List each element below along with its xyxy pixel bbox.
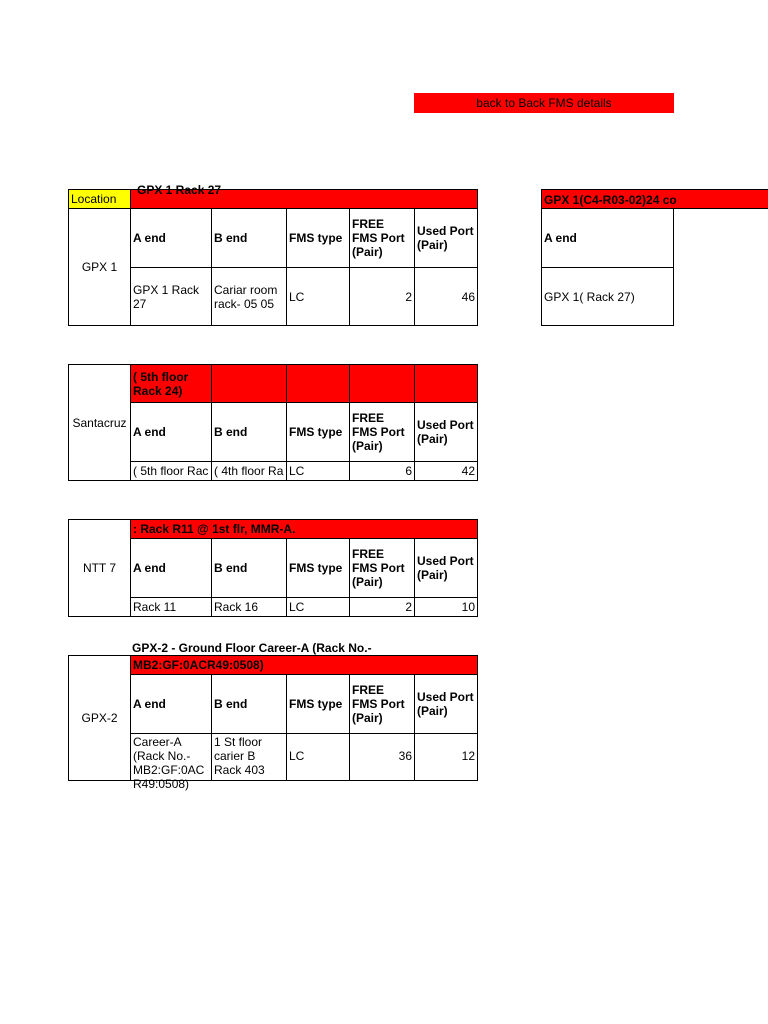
gpx1-location: GPX 1	[81, 260, 118, 274]
location-label: Location	[71, 192, 117, 206]
gpx1-title: GPX 1 Rack 27	[137, 183, 222, 197]
gpx2-col-fms-type: FMS type	[286, 674, 350, 734]
gpx1-col-b-end: B end	[211, 208, 287, 268]
gpx2-title-line2: MB2:GF:0ACR49:0508)	[130, 655, 478, 675]
santacruz-free-value: 6	[349, 461, 415, 481]
ntt7-col-b-end: B end	[211, 538, 287, 598]
santacruz-a-end-value: ( 5th floor Rac	[130, 461, 212, 481]
gpx1-used-value: 46	[414, 267, 478, 326]
gpx2-col-used-port: Used Port (Pair)	[414, 674, 478, 734]
ntt7-b-end-value: Rack 16	[211, 597, 287, 617]
gpx2-title-line1: GPX-2 - Ground Floor Career-A (Rack No.-	[132, 641, 372, 655]
santacruz-col-free-fms: FREE FMS Port (Pair)	[349, 402, 415, 462]
ntt7-col-a-end: A end	[130, 538, 212, 598]
location-header	[68, 189, 131, 209]
gpx1-title-bar	[130, 183, 478, 209]
gpx1-col-used-port: Used Port (Pair)	[414, 208, 478, 268]
gpx2-fms-type-value: LC	[286, 733, 350, 781]
santacruz-col-used-port: Used Port (Pair)	[414, 402, 478, 462]
santacruz-title-fill-1	[211, 364, 287, 403]
back-to-fms-details-link[interactable]	[414, 93, 674, 113]
santacruz-col-fms-type: FMS type	[286, 402, 350, 462]
gpx1-b-end-value: Cariar room rack- 05 05	[211, 267, 287, 326]
santacruz-fms-type-value: LC	[286, 461, 350, 481]
gpx2-col-free-fms: FREE FMS Port (Pair)	[349, 674, 415, 734]
gpx1-side-a-end-value: GPX 1( Rack 27)	[541, 267, 674, 326]
ntt7-col-free-fms: FREE FMS Port (Pair)	[349, 538, 415, 598]
back-link-label: back to Back FMS details	[476, 96, 612, 110]
gpx2-location: GPX-2	[81, 711, 118, 725]
santacruz-used-value: 42	[414, 461, 478, 481]
gpx2-free-value: 36	[349, 733, 415, 781]
gpx1-col-free-fms: FREE FMS Port (Pair)	[349, 208, 415, 268]
santacruz-title-fill-2	[286, 364, 350, 403]
gpx1-a-end-value: GPX 1 Rack 27	[130, 267, 212, 326]
santacruz-col-a-end: A end	[130, 402, 212, 462]
gpx1-side-col-a-end: A end	[541, 208, 674, 268]
santacruz-title-fill-4	[414, 364, 478, 403]
ntt7-col-used-port: Used Port (Pair)	[414, 538, 478, 598]
gpx2-location-cell	[68, 655, 131, 781]
gpx1-fms-type-value: LC	[286, 267, 350, 326]
santacruz-b-end-value: ( 4th floor Ra	[211, 461, 287, 481]
santacruz-location: Santacruz	[72, 415, 127, 430]
ntt7-used-value: 10	[414, 597, 478, 617]
gpx2-used-value: 12	[414, 733, 478, 781]
gpx1-side-title-bar	[541, 189, 768, 209]
ntt7-location-cell	[68, 519, 131, 617]
ntt7-col-fms-type: FMS type	[286, 538, 350, 598]
gpx2-b-end-value: 1 St floor carier B Rack 403	[211, 733, 287, 781]
santacruz-col-b-end: B end	[211, 402, 287, 462]
santacruz-location-cell	[68, 364, 131, 481]
santacruz-title-fill-3	[349, 364, 415, 403]
gpx1-col-fms-type: FMS type	[286, 208, 350, 268]
gpx2-col-b-end: B end	[211, 674, 287, 734]
ntt7-location: NTT 7	[82, 561, 117, 575]
gpx2-col-a-end: A end	[130, 674, 212, 734]
ntt7-fms-type-value: LC	[286, 597, 350, 617]
gpx2-a-end-value: Career-A (Rack No.- MB2:GF:0AC R49:0508)	[130, 733, 212, 781]
gpx1-col-a-end: A end	[130, 208, 212, 268]
ntt7-title: : Rack R11 @ 1st flr, MMR-A.	[130, 519, 478, 539]
gpx1-side-title: GPX 1(C4-R03-02)24 co	[544, 193, 677, 207]
gpx1-free-value: 2	[349, 267, 415, 326]
gpx1-location-cell	[68, 208, 131, 326]
ntt7-a-end-value: Rack 11	[130, 597, 212, 617]
ntt7-free-value: 2	[349, 597, 415, 617]
santacruz-title: ( 5th floor Rack 24)	[130, 364, 212, 403]
